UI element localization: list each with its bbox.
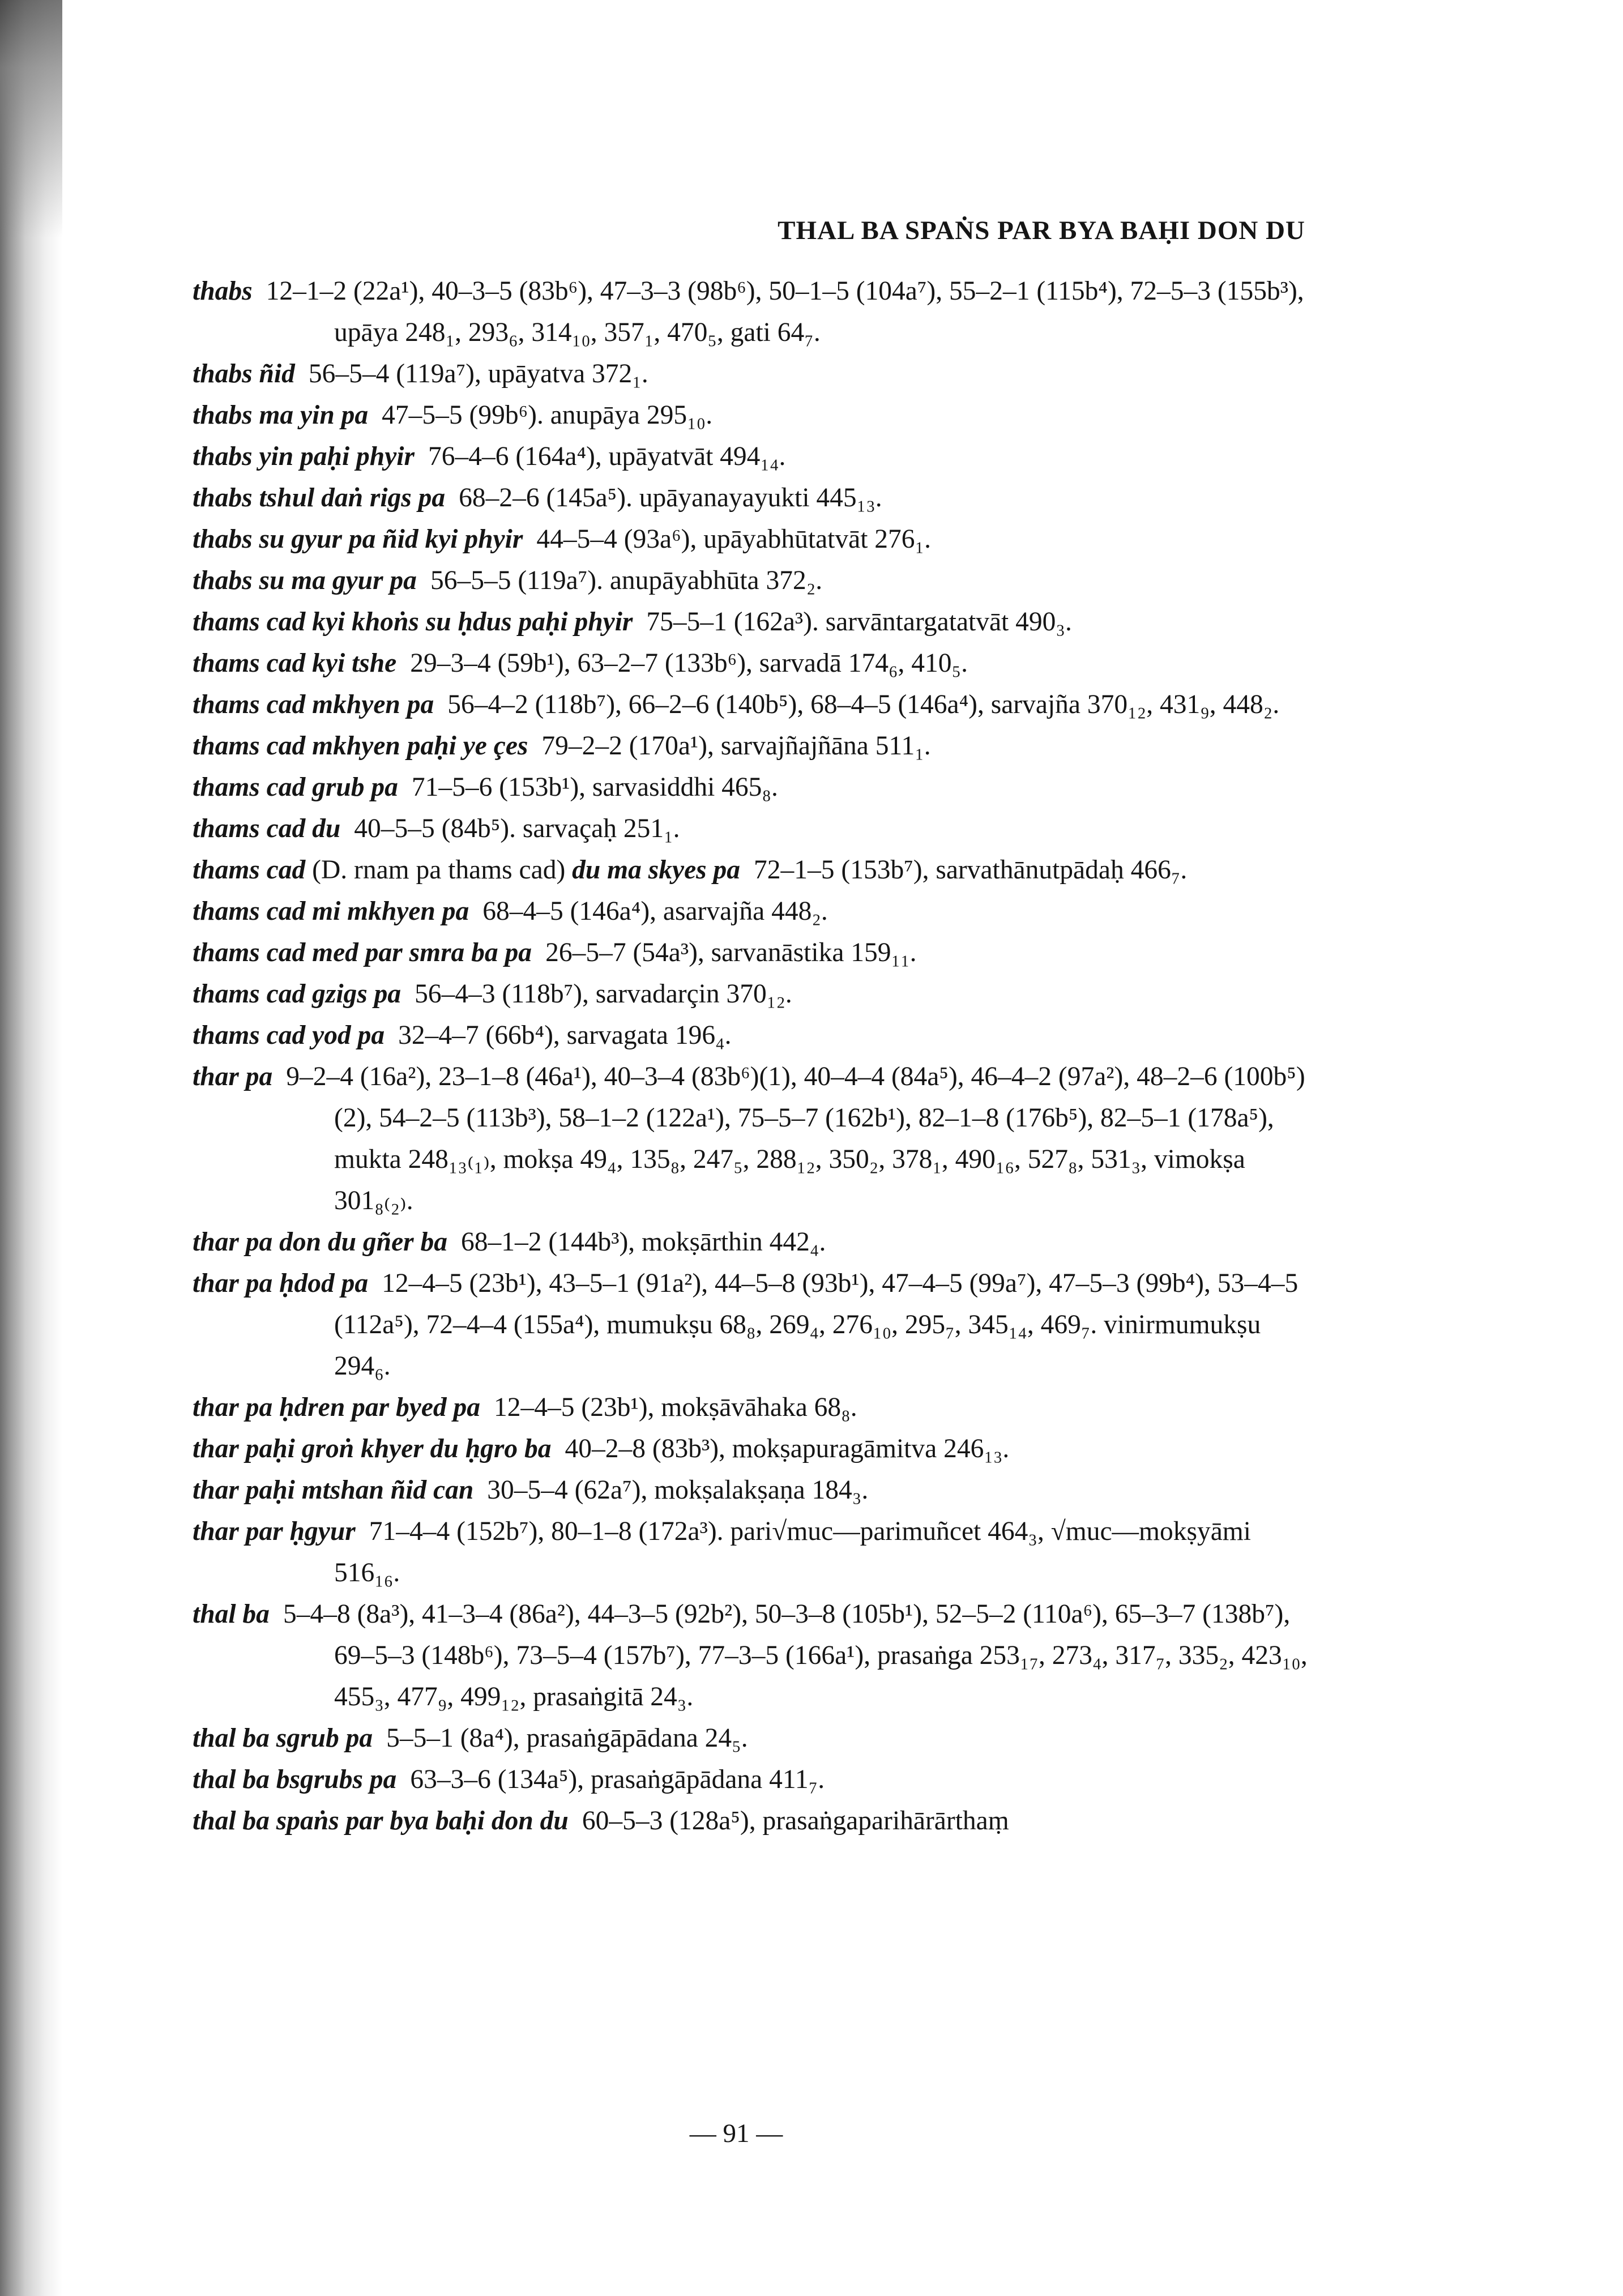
headword: thar paḥi mtshan ñid can: [193, 1475, 474, 1505]
headword: thams cad mkhyen paḥi ye çes: [193, 731, 528, 761]
references: 68–4–5 (146a⁴), asarvajña 448₂.: [482, 897, 828, 926]
references: 12–4–5 (23b¹), mokṣāvāhaka 68₈.: [494, 1393, 857, 1422]
headword: thabs su gyur pa ñid kyi phyir: [193, 524, 523, 554]
references: 60–5–3 (128a⁵), prasaṅgaparihārārthaṃ: [582, 1806, 1009, 1836]
index-entry: [193, 271, 1308, 353]
index-entry: [193, 1428, 1308, 1470]
headword: thabs ma yin pa: [193, 400, 369, 430]
headword: thams cad du: [193, 814, 341, 843]
index-entry: [193, 891, 1308, 932]
scan-edge-shadow: [0, 0, 62, 2296]
references: 12–1–2 (22a¹), 40–3–5 (83b⁶), 47–3–3 (98b⁶), 50–1–5 (104a⁷), 55–2–1 (115b⁴), 72–5–3 (155b³), upāya 248₁, 293₆, 314₁₀, 357₁, 470₅, gati 64₇.: [266, 276, 1304, 347]
headword: thal ba sgrub pa: [193, 1723, 373, 1753]
headword: thams cad kyi tshe: [193, 648, 397, 678]
index-entry: [193, 395, 1308, 436]
headword: thabs tshul daṅ rigs pa: [193, 483, 446, 513]
index-entry: [193, 519, 1308, 560]
references: 56–4–3 (118b⁷), sarvadarçin 370₁₂.: [415, 979, 792, 1009]
headword: thabs su ma gyur pa: [193, 566, 417, 595]
index-entry: [193, 353, 1308, 395]
references: 12–4–5 (23b¹), 43–5–1 (91a²), 44–5–8 (93b¹), 47–4–5 (99a⁷), 47–5–3 (99b⁴), 53–4–5 (112a⁵), 72–4–4 (155a⁴), mumukṣu 68₈, 269₄, 276₁₀, 295₇, 345₁₄, 469₇. vinirmumukṣu 294₆.: [334, 1269, 1299, 1381]
references: 56–5–5 (119a⁷). anupāyabhūta 372₂.: [430, 566, 823, 595]
headword: thal ba: [193, 1599, 270, 1629]
index-entry: [193, 1222, 1308, 1263]
references: 9–2–4 (16a²), 23–1–8 (46a¹), 40–3–4 (83b⁶)(1), 40–4–4 (84a⁵), 46–4–2 (97a²), 48–2–6 (100b⁵)(2), 54–2–5 (113b³), 58–1–2 (122a¹), 75–5–7 (162b¹), 82–1–8 (176b⁵), 82–5–1 (178a⁵), mukta 248₁₃₍₁₎, mokṣa 49₄, 135₈, 247₅, 288₁₂, 350₂, 378₁, 490₁₆, 527₈, 531₃, vimokṣa 301₈₍₂₎.: [286, 1062, 1305, 1215]
headword: thal ba bsgrubs pa: [193, 1765, 397, 1794]
index-entry: [193, 1387, 1308, 1428]
index-entry: [193, 1056, 1308, 1222]
references: 68–1–2 (144b³), mokṣārthin 442₄.: [461, 1227, 826, 1257]
references: 75–5–1 (162a³). sarvāntargatatvāt 490₃.: [646, 607, 1072, 637]
headword: thabs: [193, 276, 253, 306]
headword: thar pa don du gñer ba: [193, 1227, 448, 1257]
index-entry: [193, 1263, 1308, 1387]
page-number: — 91 —: [689, 2119, 783, 2148]
references: 76–4–6 (164a⁴), upāyatvāt 494₁₄.: [428, 442, 786, 471]
references: 68–2–6 (145a⁵). upāyanayayukti 445₁₃.: [459, 483, 882, 513]
headword-continuation: du ma skyes pa: [572, 855, 741, 885]
references: 56–5–4 (119a⁷), upāyatva 372₁.: [308, 359, 648, 389]
index-entry: [193, 560, 1308, 601]
dpt-variant-note: (D. rnam pa thams cad): [312, 855, 566, 885]
index-entry: [193, 1759, 1308, 1800]
references: 79–2–2 (170a¹), sarvajñajñāna 511₁.: [541, 731, 931, 761]
headword: thams cad med par smra ba pa: [193, 938, 532, 967]
references: 72–1–5 (153b⁷), sarvathānutpādaḥ 466₇.: [754, 855, 1188, 885]
headword: thams cad gzigs pa: [193, 979, 402, 1009]
references: 71–4–4 (152b⁷), 80–1–8 (172a³). pari√muc—parimuñcet 464₃, √muc—mokṣyāmi 516₁₆.: [334, 1517, 1251, 1587]
references: 71–5–6 (153b¹), sarvasiddhi 465₈.: [411, 773, 778, 802]
index-entry: [193, 850, 1308, 891]
index-entry: [193, 643, 1308, 684]
headword: thar paḥi groṅ khyer du ḥgro ba: [193, 1434, 552, 1463]
references: 44–5–4 (93a⁶), upāyabhūtatvāt 276₁.: [536, 524, 931, 554]
headword: thams cad: [193, 855, 306, 885]
references: 40–5–5 (84b⁵). sarvaçaḥ 251₁.: [354, 814, 680, 843]
references: 32–4–7 (66b⁴), sarvagata 196₄.: [398, 1021, 732, 1050]
headword: thams cad kyi khoṅs su ḥdus paḥi phyir: [193, 607, 633, 637]
index-entry: [193, 725, 1308, 767]
headword: thams cad mi mkhyen pa: [193, 897, 469, 926]
index-entry: [193, 1015, 1308, 1056]
references: 40–2–8 (83b³), mokṣapuragāmitva 246₁₃.: [565, 1434, 1010, 1463]
references: 63–3–6 (134a⁵), prasaṅgāpādana 411₇.: [410, 1765, 825, 1794]
headword: thar pa ḥdod pa: [193, 1269, 369, 1298]
headword: thams cad mkhyen pa: [193, 690, 434, 719]
index-entry: [193, 436, 1308, 477]
index-entry: [193, 808, 1308, 850]
references: 5–5–1 (8a⁴), prasaṅgāpādana 24₅.: [386, 1723, 748, 1753]
headword: thar pa: [193, 1062, 273, 1091]
references: 29–3–4 (59b¹), 63–2–7 (133b⁶), sarvadā 174₆, 410₅.: [410, 648, 968, 678]
index-entry: [193, 1718, 1308, 1759]
index-entry: [193, 767, 1308, 808]
headword: thal ba spaṅs par bya baḥi don du: [193, 1806, 569, 1836]
index-entry: [193, 1470, 1308, 1511]
references: 26–5–7 (54a³), sarvanāstika 159₁₁.: [545, 938, 917, 967]
headword: thams cad grub pa: [193, 773, 398, 802]
index-entry: [193, 1800, 1308, 1842]
index-entry: [193, 1511, 1308, 1594]
index-entry: [193, 974, 1308, 1015]
index-entry: [193, 684, 1308, 725]
headword: thar pa ḥdren par byed pa: [193, 1393, 481, 1422]
index-entry: [193, 932, 1308, 974]
index-entries: [193, 271, 1308, 1842]
references: 30–5–4 (62a⁷), mokṣalakṣaṇa 184₃.: [487, 1475, 869, 1505]
index-entry: [193, 601, 1308, 643]
headword: thar par ḥgyur: [193, 1517, 356, 1546]
headword: thams cad yod pa: [193, 1021, 385, 1050]
scan-edge-shadow-top: [0, 0, 62, 238]
headword: thabs ñid: [193, 359, 295, 389]
index-entry: [193, 477, 1308, 519]
references: 56–4–2 (118b⁷), 66–2–6 (140b⁵), 68–4–5 (146a⁴), sarvajña 370₁₂, 431₉, 448₂.: [447, 690, 1280, 719]
running-head: THAL BA SPAṄS PAR BYA BAḤI DON DU: [778, 216, 1305, 245]
references: 5–4–8 (8a³), 41–3–4 (86a²), 44–3–5 (92b²), 50–3–8 (105b¹), 52–5–2 (110a⁶), 65–3–7 (138b⁷), 69–5–3 (148b⁶), 73–5–4 (157b⁷), 77–3–5 (166a¹), prasaṅga 253₁₇, 273₄, 317₇, 335₂, 423₁₀, 455₃, 477₉, 499₁₂, prasaṅgitā 24₃.: [283, 1599, 1308, 1712]
headword: thabs yin paḥi phyir: [193, 442, 415, 471]
references: 47–5–5 (99b⁶). anupāya 295₁₀.: [382, 400, 713, 430]
index-entry: [193, 1594, 1308, 1718]
